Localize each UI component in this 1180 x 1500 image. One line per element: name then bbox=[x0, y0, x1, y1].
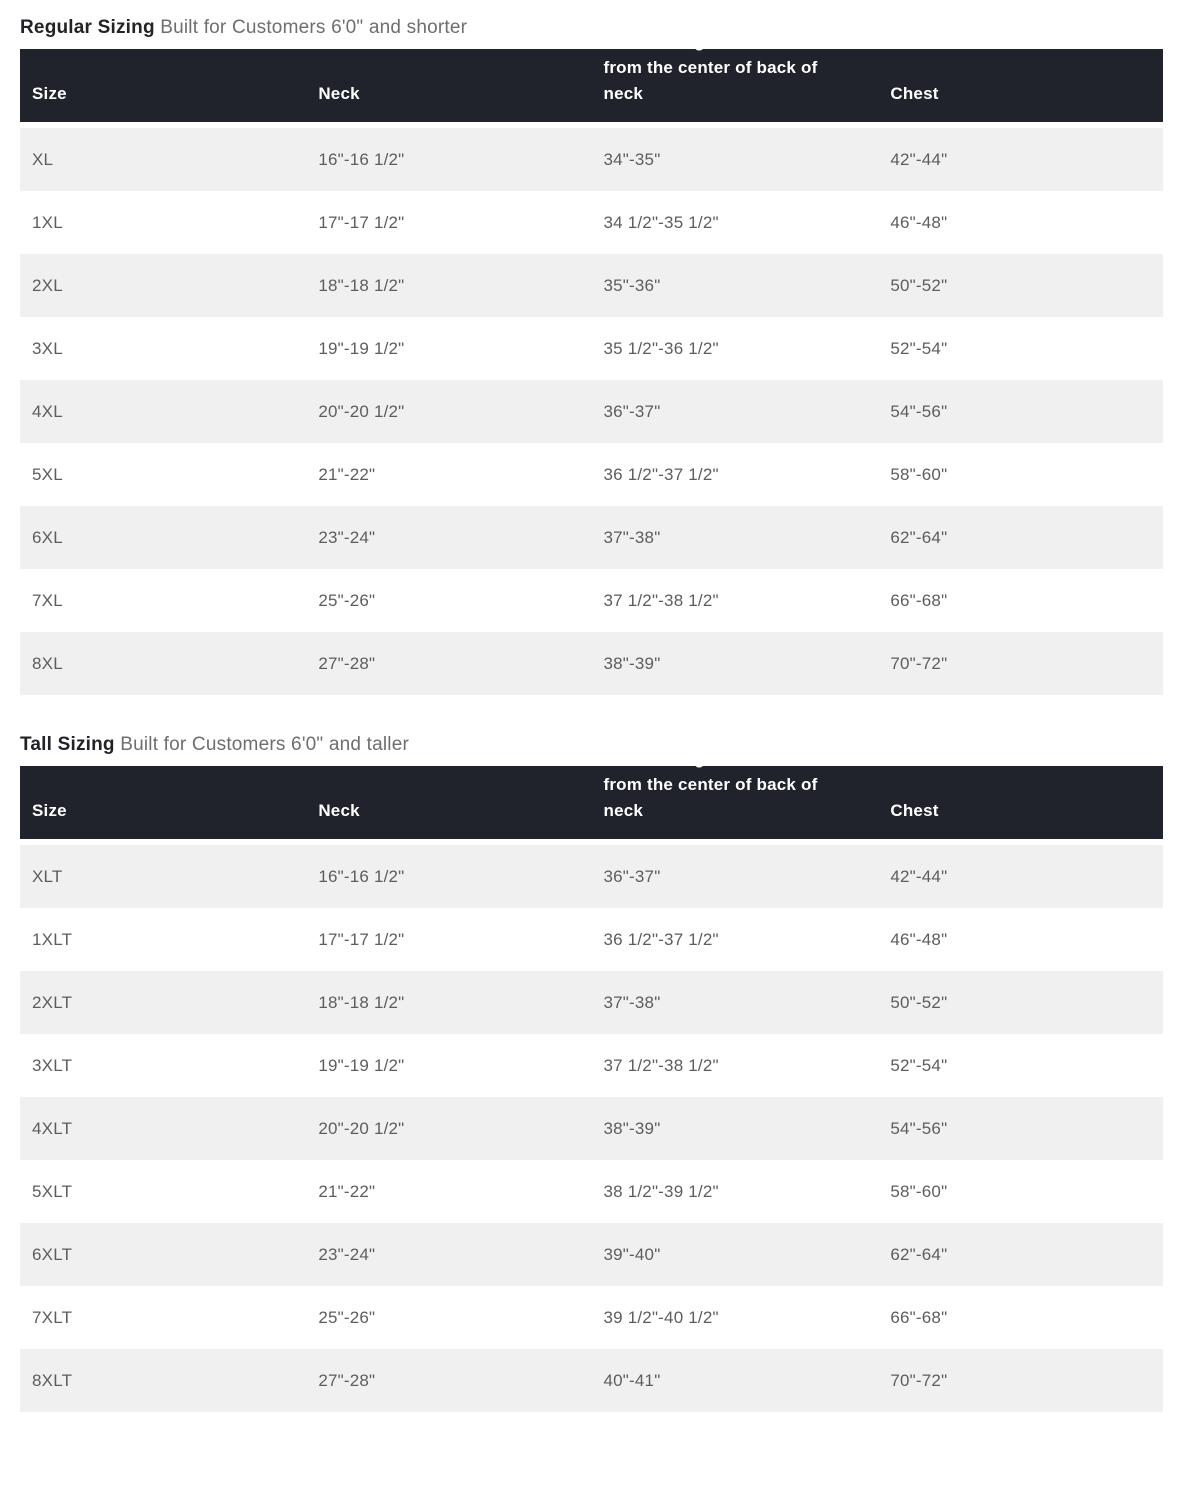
table-cell-size: 5XL bbox=[32, 464, 63, 484]
table-row bbox=[20, 443, 1163, 506]
table-cell-size: 1XLT bbox=[32, 929, 73, 949]
table-cell-sleeve-length: 39"-40" bbox=[603, 1244, 661, 1264]
table-cell-size: 8XL bbox=[32, 653, 63, 673]
table-cell-chest: 52"-54" bbox=[890, 1055, 948, 1075]
regular-sizing-table bbox=[20, 32, 1163, 695]
table-cell-neck: 18"-18 1/2" bbox=[318, 275, 405, 295]
table-cell-neck: 17"-17 1/2" bbox=[318, 929, 405, 949]
table-cell-neck: 19"-19 1/2" bbox=[318, 338, 405, 358]
table-cell-size: 2XL bbox=[32, 275, 63, 295]
column-header-size bbox=[20, 766, 306, 839]
table-cell-size: XL bbox=[32, 149, 54, 169]
table-cell-sleeve-length: 40"-41" bbox=[603, 1370, 661, 1390]
table-row bbox=[20, 569, 1163, 632]
section-title-subtitle: Built for Customers 6'0" and shorter bbox=[160, 17, 468, 38]
table-cell-chest: 46"-48" bbox=[890, 929, 948, 949]
table-cell-size: 5XLT bbox=[32, 1181, 73, 1201]
tall-sizing-section bbox=[20, 733, 1163, 1412]
table-cell-chest: 52"-54" bbox=[890, 338, 948, 358]
table-row bbox=[20, 1160, 1163, 1223]
table-row bbox=[20, 1286, 1163, 1349]
table-cell-chest: 66"-68" bbox=[890, 1307, 948, 1327]
section-title-bold: Regular Sizing bbox=[20, 17, 155, 38]
table-cell-chest: 50"-52" bbox=[890, 275, 948, 295]
table-cell-neck: 27"-28" bbox=[318, 653, 376, 673]
table-row bbox=[20, 845, 1163, 908]
table-cell-sleeve-length: 36"-37" bbox=[603, 401, 661, 421]
column-header-label: Sleeve Length measured from the center of back of neck bbox=[603, 749, 818, 820]
table-cell-sleeve-length: 36 1/2"-37 1/2" bbox=[603, 929, 719, 949]
column-header-label: Neck bbox=[318, 801, 360, 820]
table-row bbox=[20, 128, 1163, 191]
table-cell-sleeve-length: 37"-38" bbox=[603, 527, 661, 547]
table-cell-size: XLT bbox=[32, 866, 63, 886]
table-cell-neck: 21"-22" bbox=[318, 464, 376, 484]
table-cell-chest: 42"-44" bbox=[890, 149, 948, 169]
column-header-label: Size bbox=[32, 801, 67, 820]
table-row bbox=[20, 254, 1163, 317]
regular-sizing-title bbox=[20, 16, 1163, 40]
table-cell-neck: 27"-28" bbox=[318, 1370, 376, 1390]
column-header-chest bbox=[878, 766, 1163, 839]
table-row bbox=[20, 1349, 1163, 1412]
column-header-sleeve-length bbox=[591, 32, 878, 122]
table-cell-chest: 58"-60" bbox=[890, 1181, 948, 1201]
table-cell-sleeve-length: 38"-39" bbox=[603, 1118, 661, 1138]
table-cell-sleeve-length: 34"-35" bbox=[603, 149, 661, 169]
table-row bbox=[20, 1223, 1163, 1286]
table-cell-chest: 62"-64" bbox=[890, 527, 948, 547]
table-cell-neck: 17"-17 1/2" bbox=[318, 212, 405, 232]
table-row bbox=[20, 380, 1163, 443]
column-header-neck bbox=[306, 766, 591, 839]
table-cell-size: 6XLT bbox=[32, 1244, 73, 1264]
table-cell-neck: 21"-22" bbox=[318, 1181, 376, 1201]
table-cell-chest: 70"-72" bbox=[890, 1370, 948, 1390]
table-header-row bbox=[20, 749, 1163, 839]
table-row bbox=[20, 191, 1163, 254]
column-header-chest bbox=[878, 49, 1163, 122]
table-row bbox=[20, 908, 1163, 971]
tall-sizing-title bbox=[20, 733, 1163, 757]
table-cell-sleeve-length: 35"-36" bbox=[603, 275, 661, 295]
table-row bbox=[20, 1097, 1163, 1160]
table-header-row bbox=[20, 32, 1163, 122]
table-cell-neck: 16"-16 1/2" bbox=[318, 866, 405, 886]
table-cell-sleeve-length: 34 1/2"-35 1/2" bbox=[603, 212, 719, 232]
table-row bbox=[20, 506, 1163, 569]
table-cell-size: 2XLT bbox=[32, 992, 73, 1012]
column-header-label: Sleeve Length measured from the center of back of neck bbox=[603, 32, 818, 103]
table-cell-size: 6XL bbox=[32, 527, 63, 547]
table-cell-size: 7XLT bbox=[32, 1307, 73, 1327]
table-cell-chest: 58"-60" bbox=[890, 464, 948, 484]
table-cell-size: 1XL bbox=[32, 212, 63, 232]
table-cell-neck: 19"-19 1/2" bbox=[318, 1055, 405, 1075]
table-cell-neck: 20"-20 1/2" bbox=[318, 1118, 405, 1138]
table-cell-size: 3XL bbox=[32, 338, 63, 358]
table-cell-neck: 25"-26" bbox=[318, 1307, 376, 1327]
table-body bbox=[20, 845, 1163, 1412]
table-body bbox=[20, 128, 1163, 695]
section-title-bold: Tall Sizing bbox=[20, 734, 115, 755]
table-cell-neck: 23"-24" bbox=[318, 527, 376, 547]
table-cell-neck: 20"-20 1/2" bbox=[318, 401, 405, 421]
column-header-sleeve-length bbox=[591, 749, 878, 839]
table-cell-sleeve-length: 35 1/2"-36 1/2" bbox=[603, 338, 719, 358]
table-row bbox=[20, 317, 1163, 380]
table-cell-size: 4XL bbox=[32, 401, 63, 421]
table-cell-chest: 66"-68" bbox=[890, 590, 948, 610]
table-cell-sleeve-length: 39 1/2"-40 1/2" bbox=[603, 1307, 719, 1327]
section-title-subtitle: Built for Customers 6'0" and taller bbox=[120, 734, 410, 755]
table-cell-size: 3XLT bbox=[32, 1055, 73, 1075]
table-row bbox=[20, 1034, 1163, 1097]
column-header-size bbox=[20, 49, 306, 122]
column-header-label: Chest bbox=[890, 84, 939, 103]
table-cell-sleeve-length: 37 1/2"-38 1/2" bbox=[603, 590, 719, 610]
table-cell-sleeve-length: 36 1/2"-37 1/2" bbox=[603, 464, 719, 484]
table-cell-sleeve-length: 38 1/2"-39 1/2" bbox=[603, 1181, 719, 1201]
table-row bbox=[20, 971, 1163, 1034]
table-cell-size: 7XL bbox=[32, 590, 63, 610]
column-header-label: Chest bbox=[890, 801, 939, 820]
column-header-label: Size bbox=[32, 84, 67, 103]
table-cell-neck: 16"-16 1/2" bbox=[318, 149, 405, 169]
table-cell-sleeve-length: 38"-39" bbox=[603, 653, 661, 673]
table-row bbox=[20, 632, 1163, 695]
column-header-label: Neck bbox=[318, 84, 360, 103]
table-cell-sleeve-length: 37 1/2"-38 1/2" bbox=[603, 1055, 719, 1075]
table-cell-chest: 42"-44" bbox=[890, 866, 948, 886]
table-cell-chest: 54"-56" bbox=[890, 1118, 948, 1138]
table-cell-chest: 46"-48" bbox=[890, 212, 948, 232]
tall-sizing-table bbox=[20, 749, 1163, 1412]
table-cell-neck: 18"-18 1/2" bbox=[318, 992, 405, 1012]
table-cell-chest: 54"-56" bbox=[890, 401, 948, 421]
regular-sizing-section bbox=[20, 16, 1163, 695]
table-cell-size: 8XLT bbox=[32, 1370, 73, 1390]
table-cell-sleeve-length: 37"-38" bbox=[603, 992, 661, 1012]
table-cell-sleeve-length: 36"-37" bbox=[603, 866, 661, 886]
table-cell-neck: 23"-24" bbox=[318, 1244, 376, 1264]
table-cell-size: 4XLT bbox=[32, 1118, 73, 1138]
column-header-neck bbox=[306, 49, 591, 122]
table-cell-neck: 25"-26" bbox=[318, 590, 376, 610]
table-cell-chest: 70"-72" bbox=[890, 653, 948, 673]
table-cell-chest: 50"-52" bbox=[890, 992, 948, 1012]
table-cell-chest: 62"-64" bbox=[890, 1244, 948, 1264]
